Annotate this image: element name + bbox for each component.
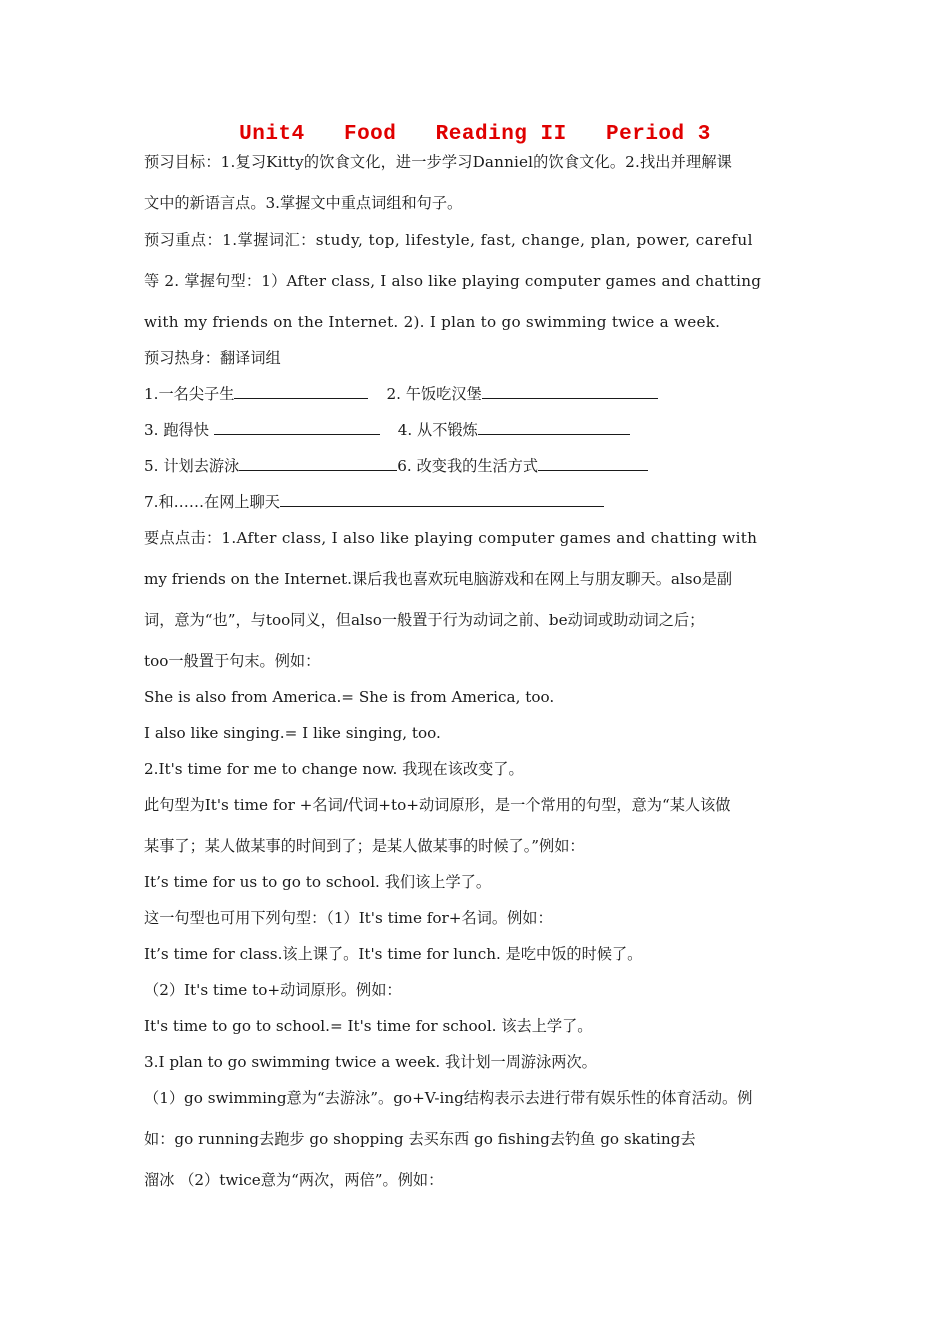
exercise-label: 4. 从不锻炼 [397,421,478,439]
key-point-2-line-4: （2）It's time to+动词原形。例如： [144,981,402,999]
answer-blank[interactable] [280,492,604,507]
preview-focus-line-3: with my friends on the Internet. 2). I plan to go swimming twice a week. [144,313,721,331]
exercise-row-4 [144,492,809,512]
example-sentence: It’s time for us to go to school. 我们该上学了。 [144,873,492,891]
key-point-3-line-3: 溜冰 （2）twice意为“两次，两倍”。例如： [144,1171,444,1189]
exercise-label: 5. 计划去游泳 [144,457,240,475]
example-sentence: She is also from America.= She is from America, too. [144,688,555,706]
preview-focus-line-2: 等 2. 掌握句型：1）After class, I also like playing computer games and chatting [144,272,762,290]
key-point-3-heading: 3.I plan to go swimming twice a week. 我计划一周游泳两次。 [144,1053,597,1071]
exercise-label: 2. 午饭吃汉堡 [386,385,482,403]
preview-goal-line-1: 预习目标：1.复习Kitty的饮食文化，进一步学习Danniel的饮食文化。2.找出并理解课 [144,153,732,171]
exercise-row-1 [144,384,809,404]
answer-blank[interactable] [478,420,630,435]
exercise-label: 1.一名尖子生 [144,385,235,403]
exercise-label: 7.和……在网上聊天 [144,493,280,511]
key-point-2-heading: 2.It's time for me to change now. 我现在该改变了。 [144,760,524,778]
answer-blank[interactable] [538,456,648,471]
preview-focus-line-1: 预习重点：1.掌握词汇：study, top, lifestyle, fast, change, plan, power, careful [144,231,753,249]
example-sentence: It’s time for class.该上课了。It's time for lunch. 是吃中饭的时候了。 [144,945,643,963]
key-point-line-4: too一般置于句末。例如： [144,652,321,670]
example-sentence: I also like singing.= I like singing, too. [144,724,441,742]
key-point-line-3: 词，意为“也”，与too同义，但also一般置于行为动词之前、be动词或助动词之后； [144,611,705,629]
answer-blank[interactable] [239,456,397,471]
document-title: Unit4 Food Reading II Period 3 [239,123,711,146]
key-point-3-line-2: 如：go running去跑步 go shopping 去买东西 go fishing去钓鱼 go skating去 [144,1130,696,1148]
exercise-row-2 [144,420,809,440]
key-point-line-1: 要点点击：1.After class, I also like playing computer games and chatting with [144,529,758,547]
key-point-2-line-3: 这一句型也可用下列句型：（1）It's time for+名词。例如： [144,909,553,927]
exercise-label: 6. 改变我的生活方式 [397,457,539,475]
warmup-heading: 预习热身：翻译词组 [144,349,281,367]
preview-goal-line-2: 文中的新语言点。3.掌握文中重点词组和句子。 [144,194,463,212]
key-point-line-2: my friends on the Internet.课后我也喜欢玩电脑游戏和在网上与朋友聊天。also是副 [144,570,733,588]
answer-blank[interactable] [482,384,658,399]
answer-blank[interactable] [234,384,368,399]
key-point-3-line-1: （1）go swimming意为“去游泳”。go+V-ing结构表示去进行带有娱乐性的体育活动。例 [144,1089,753,1107]
exercise-label: 3. 跑得快 [144,421,214,439]
key-point-2-line-2: 某事了；某人做某事的时间到了；是某人做某事的时候了。”例如： [144,837,585,855]
exercise-row-3 [144,456,809,476]
key-point-2-line-1: 此句型为It's time for +名词/代词+to+动词原形，是一个常用的句型，意为“某人该做 [144,796,731,814]
answer-blank[interactable] [214,420,380,435]
example-sentence: It's time to go to school.= It's time for school. 该去上学了。 [144,1017,593,1035]
